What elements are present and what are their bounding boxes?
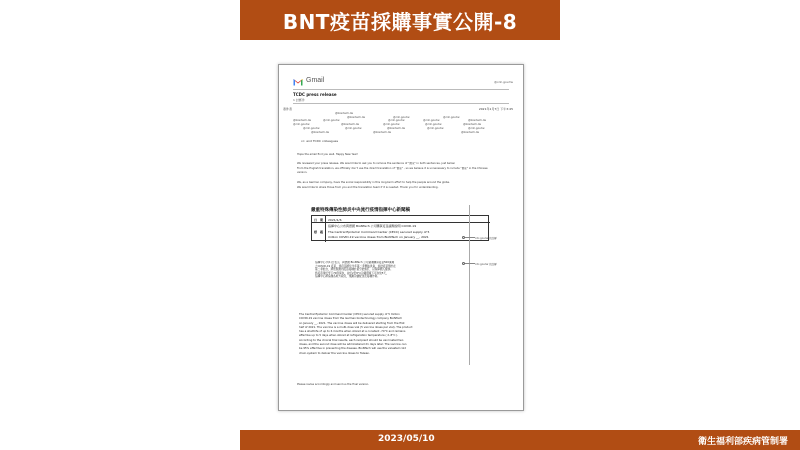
comment-connector [465, 237, 475, 238]
comment-connector [465, 263, 475, 264]
recipient: @biontech.de [311, 131, 329, 134]
sender-label: 寄件者 [283, 107, 293, 111]
row-value: 指揮中心公布與德國 BioNTech 公司購買疫苗議題說明 COVID-19 [328, 224, 417, 228]
margin-comment: cdc.gov.tw 的註解 [475, 237, 497, 240]
recipient-list [293, 112, 493, 136]
gmail-logo [293, 78, 303, 86]
recipient: @cdc.gov.tw [303, 127, 320, 130]
table-row [312, 223, 490, 242]
slide-title-bar [240, 0, 560, 40]
recipient: @cdc.gov.tw [427, 127, 444, 130]
recipient: @biontech.de [341, 123, 359, 126]
greeting: Hope the email find you well. Happy New Year! [297, 153, 359, 156]
paragraph-line: half of 2021. The vaccine is a multi-dose vial (5 vaccine doses per vial). The product [299, 324, 413, 329]
cc-line: cc: and TCDC colleagues [301, 139, 339, 143]
slide-title: BNT疫苗採購事實公開-8 [282, 9, 518, 34]
footer-date: 2023/05/10 [378, 434, 435, 444]
recipient: @biontech.de [463, 123, 481, 126]
body-line: We reviewed your press release. We would like to ask you to remove the sentence of "國家" in both sentences, just below: [297, 162, 456, 165]
paragraph-line: effective up to 5 days when stored at refrigeration temperature ( 2–8°C ). [299, 333, 399, 338]
body-line: We, as a German company, have the social responsibility in this long-term effort to help the people around the globe. [297, 181, 450, 184]
paragraph-line: The Central Epidemic Command Center (CECC) secured supply of 5 million [299, 312, 400, 316]
paragraph-line: chain system to deliver the vaccine doses to Taiwan. [299, 350, 370, 355]
recipient: @cdc.gov.tw [423, 119, 440, 122]
paragraph-line: 之COVID-19 疫苗，該疫苗將於今年第二季開始供貨，首批疫苗預計在 [315, 264, 396, 268]
paragraph-line: 第二季抵台，將依照國內疫苗接種計畫分批施打，以保障國人健康。 [315, 268, 393, 272]
recipient: @cdc.gov.tw [383, 123, 400, 126]
recipient: @cdc.gov.tw [293, 123, 310, 126]
paragraph-line: 指揮中心今(1)日表示，與德國 BioNTech 公司簽署購買疫苗500萬劑 [315, 261, 395, 264]
header-divider [293, 89, 509, 90]
recipient: @biontech.de [387, 127, 405, 130]
gmail-wordmark: Gmail [306, 77, 325, 84]
recipient: @biontech.de [335, 112, 353, 115]
recipient: @biontech.de [347, 116, 365, 119]
footer-organization: 衛生福利部疾病管制署 [697, 437, 788, 447]
table-row [312, 216, 490, 223]
paragraph-line: doses, and the second dose will be administered 21 days later. The vaccine can [299, 342, 407, 347]
recipient: @biontech.de [373, 131, 391, 134]
paragraph-line: 該疫苗須於零下70度保存，並於2至8°C冷藏環境下可存放5天， [315, 271, 389, 275]
body-line: version. [297, 171, 308, 174]
paragraph-line: be 95% effective in preventing the disease. BioNTech will use the valuated cold [299, 346, 406, 351]
row-value: million COVID-19 vaccine doses from BioNTech on January __, 2021 [328, 235, 429, 239]
email-document-scan [278, 64, 524, 411]
email-date: 2021年1月7日 下午3:45 [478, 107, 513, 111]
body-line: From the English translation, we officially don't use the direct translation of "國家" , so we believe it is unnecessary to include "國家" in the Chinese [297, 167, 488, 170]
paragraph-line: has a shelf-life of up to 6 months when stored at a constant -70°C and remains [299, 329, 406, 334]
account-email: @cdc.gov.tw [493, 80, 513, 84]
margin-line [469, 205, 470, 365]
recipient: @cdc.gov.tw [388, 119, 405, 122]
email-subject: TCDC press release [293, 92, 337, 97]
recipient: @biontech.de [461, 131, 479, 134]
paragraph-line: COVID-19 vaccine doses from the German biotechnology company BioNTech [299, 316, 403, 321]
recipient: @cdc.gov.tw [443, 116, 460, 119]
subject-divider [293, 103, 509, 104]
recipient: @cdc.gov.tw [393, 116, 410, 119]
row-value: 2021/1/6 [328, 217, 342, 222]
margin-comment: cdc.gov.tw 的註解 [475, 263, 497, 266]
slide-footer [240, 430, 800, 450]
english-paragraph [299, 312, 473, 355]
closing-line: Please revise accordingly and send us the final version. [297, 383, 370, 386]
body-line: We would like to share those from you and the translation team if it is needed. Thank you for understanding. [297, 186, 439, 189]
paragraph-line: 指揮中心將協調各地方政府，規劃冷鏈配送及接種作業。 [315, 275, 380, 279]
row-label: 標 題 [314, 230, 324, 234]
row-label: 日 期 [314, 217, 324, 222]
recipient: @cdc.gov.tw [345, 127, 362, 130]
paragraph-line: on January __, 2021. The vaccine doses will be delivered starting from the first [299, 320, 405, 325]
message-count: 1 封郵件 [293, 98, 305, 102]
row-value: The Central Epidemic Command Center (CECC) secured supply of 5 [328, 230, 430, 234]
recipient: @cdc.gov.tw [425, 123, 442, 126]
recipient: @cdc.gov.tw [468, 127, 485, 130]
recipient: @cdc.gov.tw [323, 119, 340, 122]
recipient: @biontech.de [468, 119, 486, 122]
press-release-notice [311, 207, 489, 239]
paragraph-line: According to the clinical trial results, each recipient should be vaccinated two [299, 337, 404, 342]
notice-title: 嚴重特殊傳染性肺炎中央流行疫情指揮中心新聞稿 [311, 208, 410, 213]
recipient: @biontech.de [293, 119, 311, 122]
